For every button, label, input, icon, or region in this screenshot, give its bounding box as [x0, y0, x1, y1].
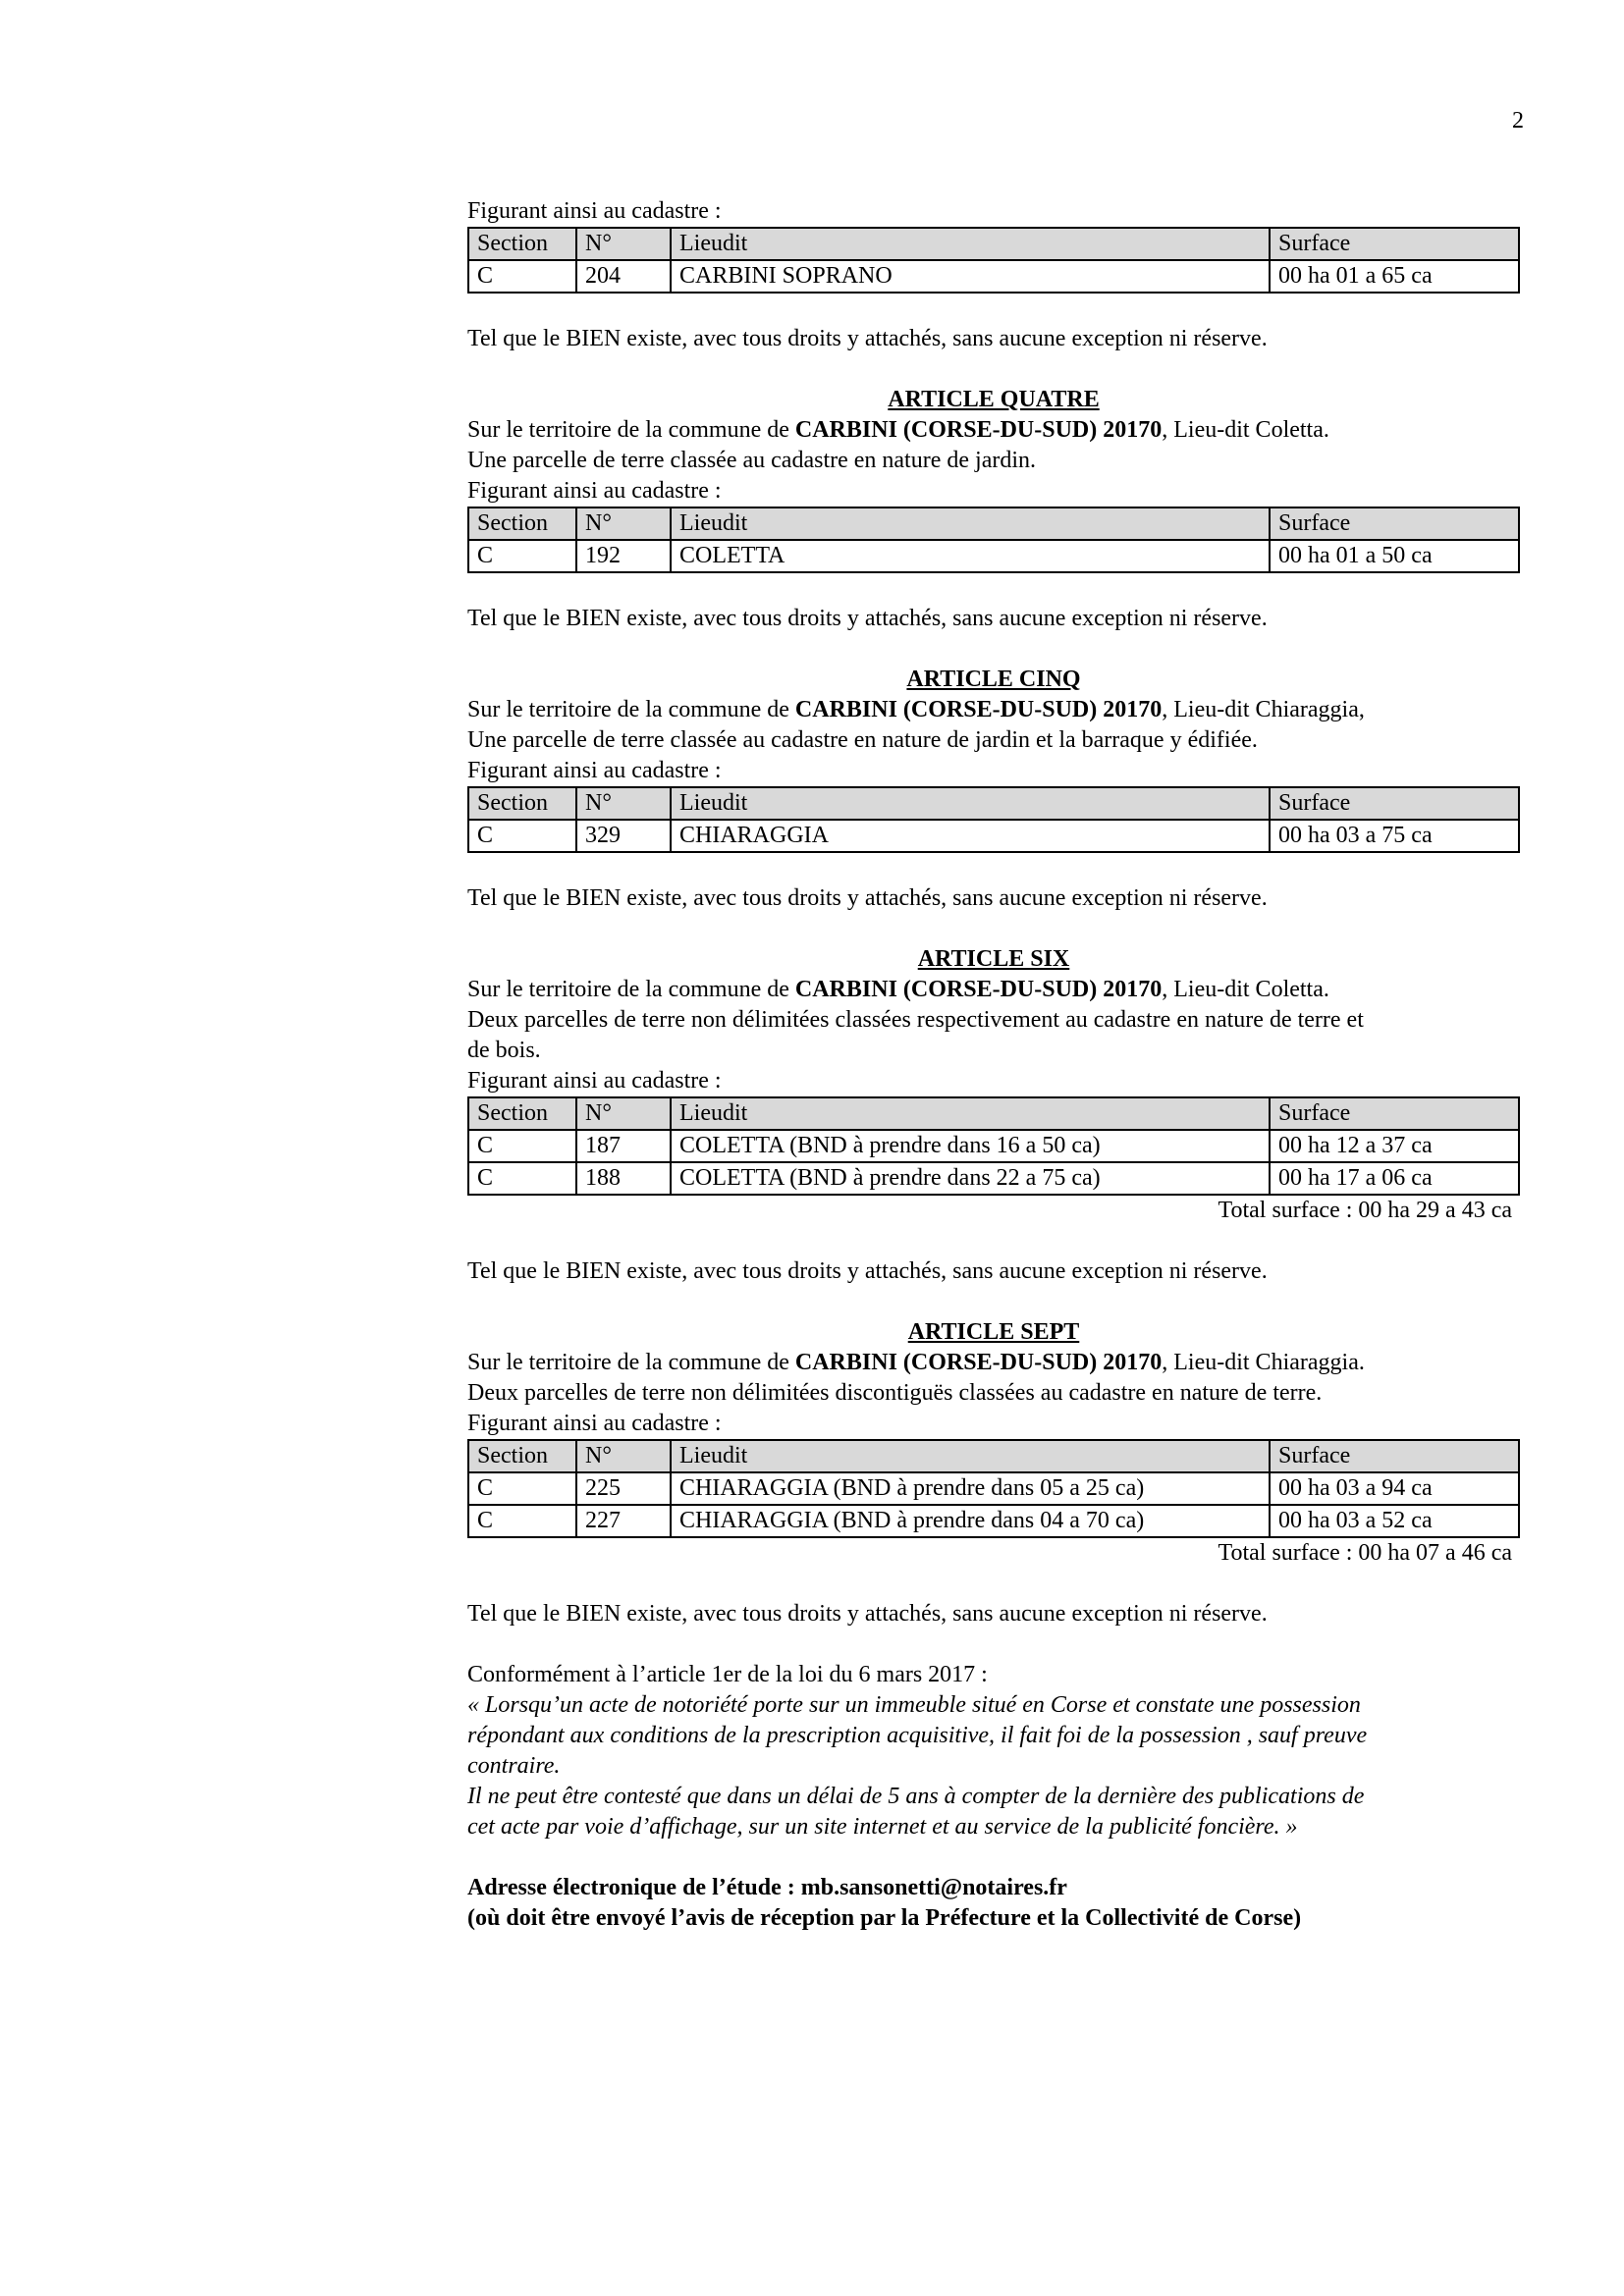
law-quote-line: Il ne peut être contesté que dans un délai de 5 ans à compter de la dernière des publications de [467, 1784, 1365, 1809]
cell-surface: 00 ha 01 a 65 ca [1270, 260, 1519, 293]
cell-lieudit: COLETTA [671, 540, 1270, 572]
article-description: Une parcelle de terre classée au cadastre en nature de jardin et la barraque y édifiée. [467, 727, 1258, 753]
cell-surface: 00 ha 03 a 94 ca [1270, 1472, 1519, 1505]
total-surface: Total surface : 00 ha 29 a 43 ca [1218, 1198, 1512, 1223]
header-num: N° [576, 507, 671, 540]
page-number: 2 [1512, 108, 1524, 133]
article-description: Une parcelle de terre classée au cadastre en nature de jardin. [467, 448, 1036, 473]
article-title: ARTICLE SIX [917, 946, 1070, 972]
figurant-label: Figurant ainsi au cadastre : [467, 1411, 722, 1436]
tel-que-statement: Tel que le BIEN existe, avec tous droits y attachés, sans aucune exception ni réserve. [467, 885, 1268, 911]
article-location: Sur le territoire de la commune de CARBINI (CORSE-DU-SUD) 20170, Lieu-dit Coletta. [467, 977, 1329, 1002]
cell-surface: 00 ha 03 a 52 ca [1270, 1505, 1519, 1537]
header-num: N° [576, 1440, 671, 1472]
figurant-label: Figurant ainsi au cadastre : [467, 478, 722, 504]
cell-surface: 00 ha 12 a 37 ca [1270, 1130, 1519, 1162]
table-row [468, 1472, 1519, 1505]
figurant-label: Figurant ainsi au cadastre : [467, 758, 722, 783]
cell-surface: 00 ha 03 a 75 ca [1270, 820, 1519, 852]
table-row [468, 260, 1519, 293]
article-location: Sur le territoire de la commune de CARBINI (CORSE-DU-SUD) 20170, Lieu-dit Coletta. [467, 417, 1329, 443]
header-section: Section [468, 228, 576, 260]
header-lieudit: Lieudit [671, 787, 1270, 820]
cell-section: C [468, 1162, 576, 1195]
cadastre-table [467, 786, 1520, 853]
cell-lieudit: CARBINI SOPRANO [671, 260, 1270, 293]
article-description: Deux parcelles de terre non délimitées discontiguës classées au cadastre en nature de terre. [467, 1380, 1323, 1406]
table-row [468, 1162, 1519, 1195]
table-header-row [468, 787, 1519, 820]
cell-surface: 00 ha 17 a 06 ca [1270, 1162, 1519, 1195]
cadastre-table [467, 1096, 1520, 1196]
cell-num: 329 [576, 820, 671, 852]
law-quote-line: contraire. [467, 1753, 561, 1779]
cell-section: C [468, 820, 576, 852]
law-quote-line: répondant aux conditions de la prescription acquisitive, il fait foi de la possession , sauf preuve [467, 1723, 1368, 1748]
commune-name: CARBINI (CORSE-DU-SUD) 20170 [794, 977, 1163, 1002]
header-surface: Surface [1270, 507, 1519, 540]
table-row [468, 1130, 1519, 1162]
cell-section: C [468, 540, 576, 572]
header-section: Section [468, 507, 576, 540]
cell-num: 192 [576, 540, 671, 572]
cell-lieudit: CHIARAGGIA [671, 820, 1270, 852]
cell-section: C [468, 260, 576, 293]
header-num: N° [576, 1097, 671, 1130]
article-description: de bois. [467, 1038, 541, 1063]
cell-section: C [468, 1130, 576, 1162]
header-lieudit: Lieudit [671, 507, 1270, 540]
table-row [468, 1505, 1519, 1537]
tel-que-statement: Tel que le BIEN existe, avec tous droits y attachés, sans aucune exception ni réserve. [467, 1258, 1268, 1284]
tel-que-statement: Tel que le BIEN existe, avec tous droits y attachés, sans aucune exception ni réserve. [467, 1601, 1268, 1627]
email-address-line: Adresse électronique de l’étude : mb.sansonetti@notaires.fr [467, 1875, 1067, 1900]
header-section: Section [468, 1440, 576, 1472]
law-reference: Conformément à l’article 1er de la loi du 6 mars 2017 : [467, 1662, 988, 1687]
header-lieudit: Lieudit [671, 228, 1270, 260]
table-header-row [468, 507, 1519, 540]
cell-lieudit: COLETTA (BND à prendre dans 22 a 75 ca) [671, 1162, 1270, 1195]
tel-que-statement: Tel que le BIEN existe, avec tous droits y attachés, sans aucune exception ni réserve. [467, 326, 1268, 351]
header-lieudit: Lieudit [671, 1097, 1270, 1130]
address-note: (où doit être envoyé l’avis de réception par la Préfecture et la Collectivité de Corse) [467, 1905, 1302, 1931]
table-header-row [468, 228, 1519, 260]
cell-num: 204 [576, 260, 671, 293]
header-lieudit: Lieudit [671, 1440, 1270, 1472]
header-num: N° [576, 787, 671, 820]
header-surface: Surface [1270, 1440, 1519, 1472]
total-surface: Total surface : 00 ha 07 a 46 ca [1218, 1540, 1512, 1566]
tel-que-statement: Tel que le BIEN existe, avec tous droits y attachés, sans aucune exception ni réserve. [467, 606, 1268, 631]
header-section: Section [468, 787, 576, 820]
cell-num: 188 [576, 1162, 671, 1195]
article-title: ARTICLE CINQ [906, 667, 1081, 692]
cell-num: 225 [576, 1472, 671, 1505]
cell-lieudit: CHIARAGGIA (BND à prendre dans 05 a 25 ca) [671, 1472, 1270, 1505]
law-quote-line: cet acte par voie d’affichage, sur un site internet et au service de la publicité foncière. » [467, 1814, 1298, 1840]
table-header-row [468, 1097, 1519, 1130]
commune-name: CARBINI (CORSE-DU-SUD) 20170 [794, 1350, 1163, 1375]
table-row [468, 820, 1519, 852]
figurant-label: Figurant ainsi au cadastre : [467, 1068, 722, 1094]
header-surface: Surface [1270, 1097, 1519, 1130]
article-location: Sur le territoire de la commune de CARBINI (CORSE-DU-SUD) 20170, Lieu-dit Chiaraggia. [467, 1350, 1365, 1375]
cell-surface: 00 ha 01 a 50 ca [1270, 540, 1519, 572]
cell-section: C [468, 1505, 576, 1537]
cadastre-table [467, 1439, 1520, 1538]
cadastre-table [467, 507, 1520, 573]
cell-num: 227 [576, 1505, 671, 1537]
article-title: ARTICLE QUATRE [888, 387, 1100, 412]
header-num: N° [576, 228, 671, 260]
cell-lieudit: CHIARAGGIA (BND à prendre dans 04 a 70 ca) [671, 1505, 1270, 1537]
commune-name: CARBINI (CORSE-DU-SUD) 20170 [794, 697, 1163, 722]
article-description: Deux parcelles de terre non délimitées classées respectivement au cadastre en nature de terre et [467, 1007, 1364, 1033]
article-location: Sur le territoire de la commune de CARBINI (CORSE-DU-SUD) 20170, Lieu-dit Chiaraggia, [467, 697, 1365, 722]
commune-name: CARBINI (CORSE-DU-SUD) 20170 [794, 417, 1163, 443]
table-header-row [468, 1440, 1519, 1472]
table-row [468, 540, 1519, 572]
header-surface: Surface [1270, 787, 1519, 820]
cell-lieudit: COLETTA (BND à prendre dans 16 a 50 ca) [671, 1130, 1270, 1162]
document-body [467, 196, 1520, 1934]
article-title: ARTICLE SEPT [907, 1319, 1080, 1345]
cadastre-table [467, 227, 1520, 294]
law-quote-line: « Lorsqu’un acte de notoriété porte sur un immeuble situé en Corse et constate une possession [467, 1692, 1361, 1718]
header-surface: Surface [1270, 228, 1519, 260]
cell-section: C [468, 1472, 576, 1505]
header-section: Section [468, 1097, 576, 1130]
cell-num: 187 [576, 1130, 671, 1162]
figurant-label: Figurant ainsi au cadastre : [467, 198, 722, 224]
